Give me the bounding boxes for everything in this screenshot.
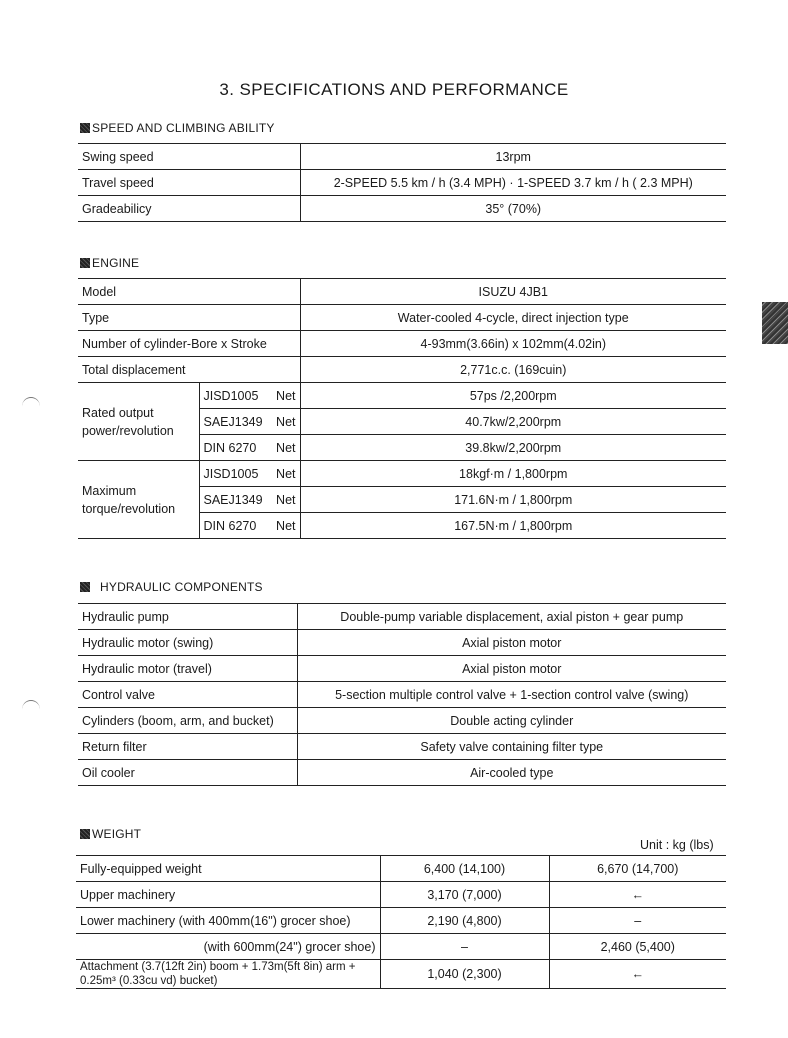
standard-name: SAEJ1349 bbox=[203, 414, 263, 429]
row-value: 40.7kw/2,200rpm bbox=[300, 409, 726, 435]
net-label: Net bbox=[276, 492, 296, 507]
row-value: 57ps /2,200rpm bbox=[300, 383, 726, 409]
value-col1: 3,170 (7,000) bbox=[380, 882, 549, 908]
net-label: Net bbox=[276, 440, 296, 455]
standard-name: JISD1005 bbox=[203, 466, 259, 481]
row-value: 2,771c.c. (169cuin) bbox=[300, 357, 726, 383]
row-value: Water-cooled 4-cycle, direct injection type bbox=[300, 305, 726, 331]
net-label: Net bbox=[276, 414, 296, 429]
value-col2: 2,460 (5,400) bbox=[549, 934, 726, 960]
value-col2: ← bbox=[549, 882, 726, 908]
table-row bbox=[78, 604, 726, 630]
value-col1: – bbox=[380, 934, 549, 960]
row-value: 2-SPEED 5.5 km / h (3.4 MPH) · 1-SPEED 3.7 km / h ( 2.3 MPH) bbox=[300, 170, 726, 196]
engine-table bbox=[78, 278, 726, 539]
section-heading-label: WEIGHT bbox=[92, 827, 142, 841]
row-value: 13rpm bbox=[300, 144, 726, 170]
table-row bbox=[76, 908, 726, 934]
table-row bbox=[76, 882, 726, 908]
value-col2: ← bbox=[549, 960, 726, 989]
table-row bbox=[78, 357, 726, 383]
row-label: Control valve bbox=[78, 682, 297, 708]
square-bullet-icon bbox=[80, 829, 90, 839]
row-value: ISUZU 4JB1 bbox=[300, 279, 726, 305]
row-label: Total displacement bbox=[78, 357, 300, 383]
standard-cell bbox=[199, 383, 300, 409]
table-row bbox=[78, 734, 726, 760]
table-row bbox=[78, 305, 726, 331]
page-title: 3. SPECIFICATIONS AND PERFORMANCE bbox=[219, 80, 569, 99]
hydraulic-table bbox=[78, 603, 726, 786]
row-label: Cylinders (boom, arm, and bucket) bbox=[78, 708, 297, 734]
table-row bbox=[78, 196, 726, 222]
section-heading-speed bbox=[80, 121, 275, 135]
section-heading-label: ENGINE bbox=[92, 256, 140, 270]
square-bullet-icon bbox=[80, 123, 90, 133]
row-label: (with 600mm(24") grocer shoe) bbox=[76, 934, 380, 960]
row-label: Model bbox=[78, 279, 300, 305]
standard-name: SAEJ1349 bbox=[203, 492, 263, 507]
speed-table bbox=[78, 143, 726, 222]
table-row bbox=[76, 934, 726, 960]
table-row bbox=[78, 630, 726, 656]
row-value: 35° (70%) bbox=[300, 196, 726, 222]
table-row bbox=[78, 383, 726, 409]
row-label: Return filter bbox=[78, 734, 297, 760]
value-col2: – bbox=[549, 908, 726, 934]
row-label: Gradeabilicy bbox=[78, 196, 300, 222]
section-heading-engine bbox=[80, 256, 139, 270]
table-row bbox=[78, 144, 726, 170]
section-heading-label: SPEED AND CLIMBING ABILITY bbox=[92, 121, 275, 135]
row-value: Double-pump variable displacement, axial piston + gear pump bbox=[297, 604, 726, 630]
row-label: Travel speed bbox=[78, 170, 300, 196]
net-label: Net bbox=[276, 388, 296, 403]
net-label: Net bbox=[276, 518, 296, 533]
row-value: 167.5N·m / 1,800rpm bbox=[300, 513, 726, 539]
row-value: Air-cooled type bbox=[297, 760, 726, 786]
row-label: Hydraulic motor (travel) bbox=[78, 656, 297, 682]
row-label: Swing speed bbox=[78, 144, 300, 170]
hole-punch-mark bbox=[22, 397, 40, 416]
torque-label: Maximum torque/revolution bbox=[78, 461, 199, 539]
standard-name: DIN 6270 bbox=[203, 518, 257, 533]
row-label: Number of cylinder-Bore x Stroke bbox=[78, 331, 300, 357]
square-bullet-icon bbox=[80, 582, 90, 592]
row-label: Oil cooler bbox=[78, 760, 297, 786]
section-heading-weight bbox=[80, 827, 141, 841]
row-label: Type bbox=[78, 305, 300, 331]
row-value: Double acting cylinder bbox=[297, 708, 726, 734]
value-col2: 6,670 (14,700) bbox=[549, 856, 726, 882]
table-row bbox=[78, 170, 726, 196]
row-label: Lower machinery (with 400mm(16") grocer shoe) bbox=[76, 908, 380, 934]
rated-output-label: Rated output power/revolution bbox=[78, 383, 199, 461]
hole-punch-mark bbox=[22, 700, 40, 719]
row-value: Axial piston motor bbox=[297, 630, 726, 656]
net-label: Net bbox=[276, 466, 296, 481]
section-heading-hydraulic bbox=[80, 580, 263, 594]
table-row bbox=[78, 331, 726, 357]
standard-name: DIN 6270 bbox=[203, 440, 257, 455]
row-label: Attachment (3.7(12ft 2in) boom + 1.73m(5ft 8in) arm + 0.25m³ (0.33cu vd) bucket) bbox=[76, 960, 380, 989]
row-value: Axial piston motor bbox=[297, 656, 726, 682]
standard-cell bbox=[199, 487, 300, 513]
table-row bbox=[78, 760, 726, 786]
square-bullet-icon bbox=[80, 258, 90, 268]
standard-name: JISD1005 bbox=[203, 388, 259, 403]
table-row bbox=[78, 279, 726, 305]
value-col1: 6,400 (14,100) bbox=[380, 856, 549, 882]
table-row bbox=[76, 856, 726, 882]
table-row bbox=[78, 656, 726, 682]
row-label: Fully-equipped weight bbox=[76, 856, 380, 882]
row-label: Hydraulic pump bbox=[78, 604, 297, 630]
standard-cell bbox=[199, 513, 300, 539]
table-row bbox=[78, 461, 726, 487]
row-label: Upper machinery bbox=[76, 882, 380, 908]
table-row bbox=[78, 708, 726, 734]
thumb-index-tab bbox=[762, 302, 788, 344]
value-col1: 2,190 (4,800) bbox=[380, 908, 549, 934]
row-value: 4-93mm(3.66in) x 102mm(4.02in) bbox=[300, 331, 726, 357]
row-label: Hydraulic motor (swing) bbox=[78, 630, 297, 656]
standard-cell bbox=[199, 409, 300, 435]
standard-cell bbox=[199, 435, 300, 461]
row-value: Safety valve containing filter type bbox=[297, 734, 726, 760]
row-value: 18kgf·m / 1,800rpm bbox=[300, 461, 726, 487]
unit-note: Unit : kg (lbs) bbox=[640, 838, 714, 852]
value-col1: 1,040 (2,300) bbox=[380, 960, 549, 989]
weight-table bbox=[76, 855, 726, 989]
row-value: 171.6N·m / 1,800rpm bbox=[300, 487, 726, 513]
standard-cell bbox=[199, 461, 300, 487]
section-heading-label: HYDRAULIC COMPONENTS bbox=[100, 580, 263, 594]
table-row bbox=[76, 960, 726, 989]
row-value: 5-section multiple control valve + 1-section control valve (swing) bbox=[297, 682, 726, 708]
row-value: 39.8kw/2,200rpm bbox=[300, 435, 726, 461]
table-row bbox=[78, 682, 726, 708]
